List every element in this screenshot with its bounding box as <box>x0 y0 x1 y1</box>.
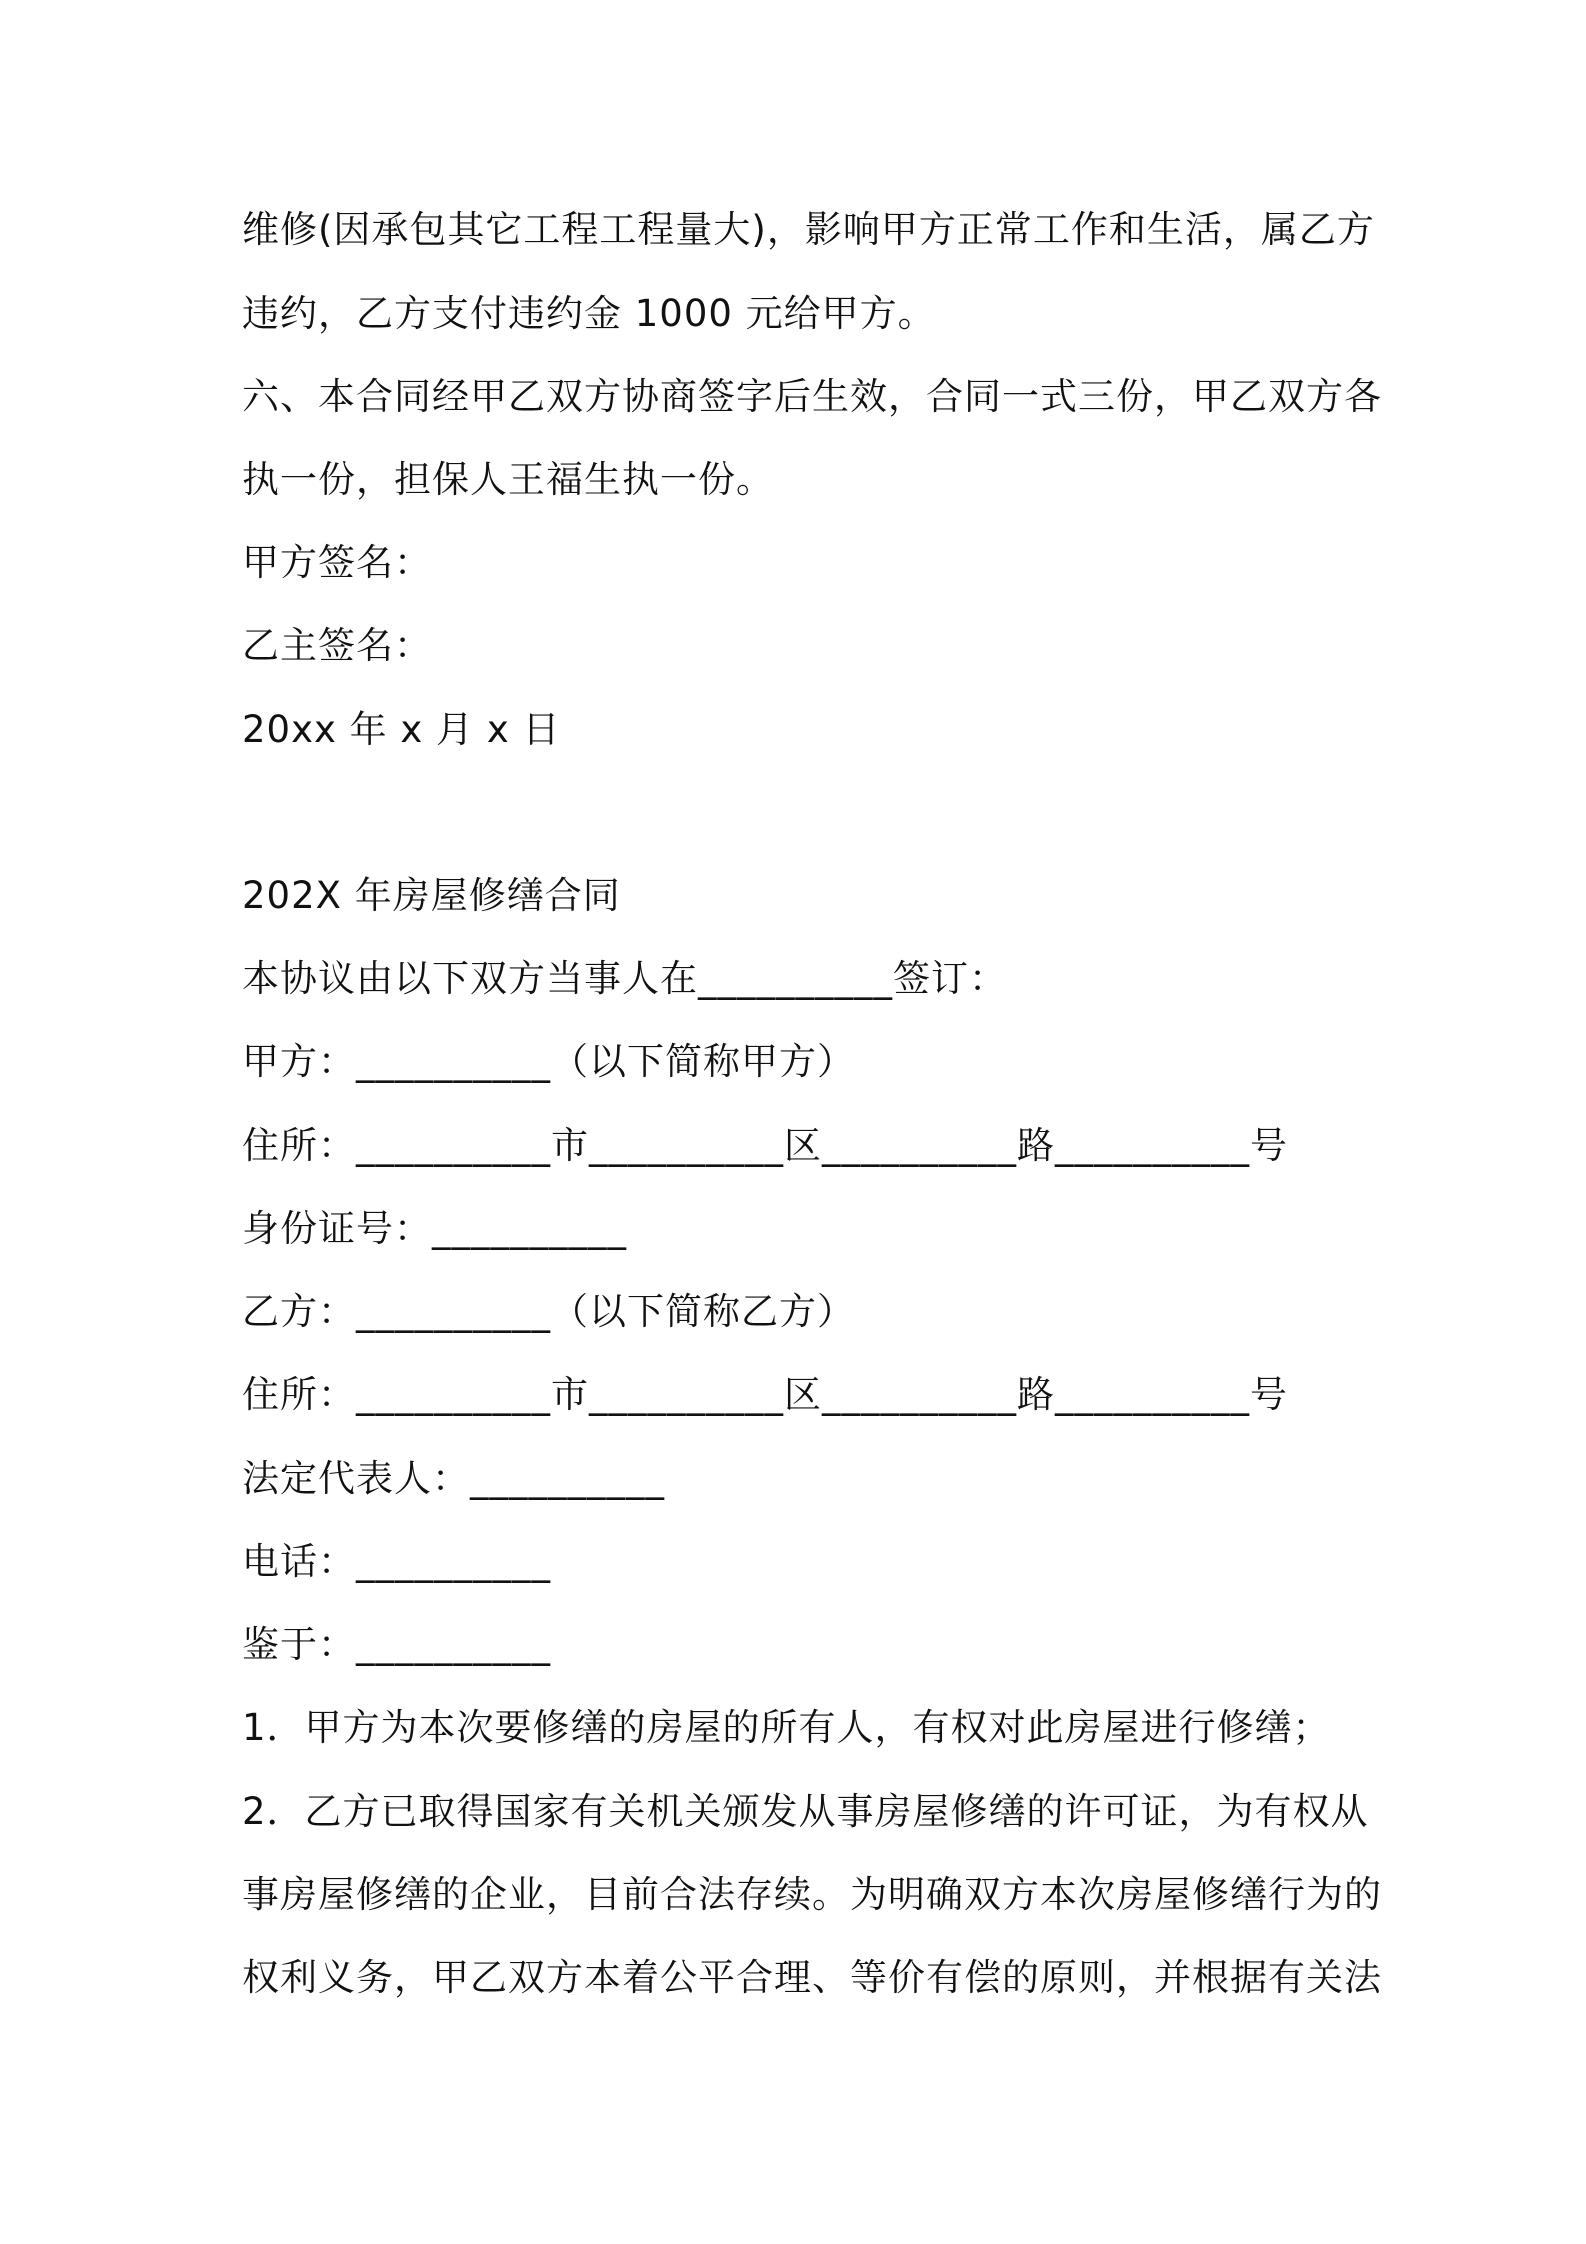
clause-5-continuation-line-1: 维修(因承包其它工程工程量大)，影响甲方正常工作和生活，属乙方 <box>242 208 1375 251</box>
legal-representative-field: 法定代表人：__________ <box>242 1457 665 1500</box>
party-a-signature-label: 甲方签名： <box>242 541 432 584</box>
signing-date: 20xx 年 x 月 x 日 <box>242 708 561 751</box>
clause-6-line-1: 六、本合同经甲乙双方协商签字后生效，合同一式三份，甲乙双方各 <box>242 375 1382 418</box>
party-b-signature-label: 乙主签名： <box>242 624 432 667</box>
recital-2-line-2: 事房屋修缮的企业，目前合法存续。为明确双方本次房屋修缮行为的 <box>242 1873 1382 1916</box>
contract-title: 202X 年房屋修缮合同 <box>242 874 621 917</box>
whereas-field: 鉴于：__________ <box>242 1623 551 1666</box>
clause-5-continuation-line-2: 违约，乙方支付违约金 1000 元给甲方。 <box>242 292 936 335</box>
agreement-intro: 本协议由以下双方当事人在__________签订： <box>242 957 1007 1000</box>
party-a-field: 甲方：__________（以下简称甲方） <box>242 1040 855 1083</box>
phone-field: 电话：__________ <box>242 1540 551 1583</box>
recital-2-line-1: 2．乙方已取得国家有关机关颁发从事房屋修缮的许可证，为有权从 <box>242 1790 1369 1833</box>
id-number-field: 身份证号：__________ <box>242 1207 627 1250</box>
party-b-address-field: 住所：__________市__________区__________路__________号 <box>242 1373 1288 1416</box>
recital-2-line-3: 权利义务，甲乙双方本着公平合理、等价有偿的原则，并根据有关法 <box>242 1956 1382 1999</box>
recital-1: 1．甲方为本次要修缮的房屋的所有人，有权对此房屋进行修缮； <box>242 1706 1331 1749</box>
party-b-field: 乙方：__________（以下简称乙方） <box>242 1290 855 1333</box>
party-a-address-field: 住所：__________市__________区__________路__________号 <box>242 1124 1288 1167</box>
clause-6-line-2: 执一份，担保人王福生执一份。 <box>242 458 774 501</box>
